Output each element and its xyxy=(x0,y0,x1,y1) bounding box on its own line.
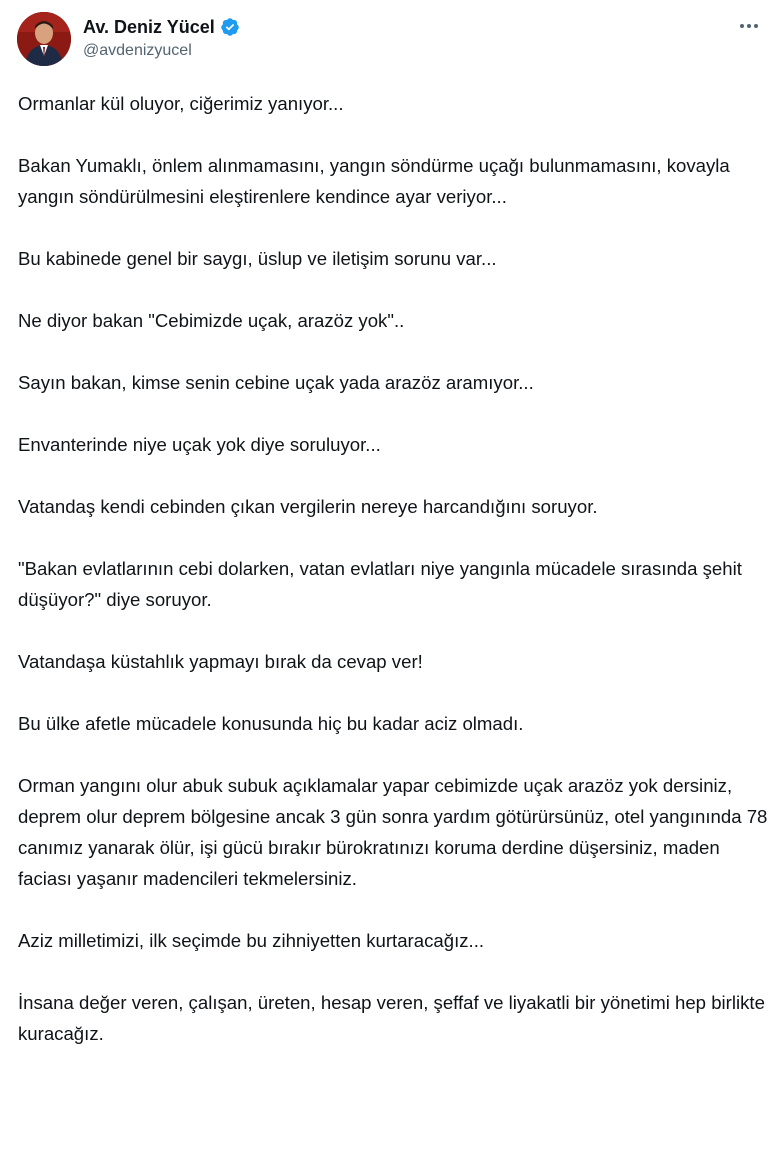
tweet-paragraph: Orman yangını olur abuk subuk açıklamalar yapar cebimizde uçak arazöz yok dersiniz, deprem olur deprem bölgesine ancak 3 gün sonra yardım götürürsünüz, otel yangınında 78 canımız yanarak ölür, işi gücü bırakır bürokratınızı koruma derdine düşersiniz, maden faciası yaşanır madencileri tekmelersiniz. xyxy=(18,775,768,889)
tweet-paragraph: Aziz milletimizi, ilk seçimde bu zihniyetten kurtaracağız... xyxy=(18,930,485,951)
tweet-paragraph: Sayın bakan, kimse senin cebine uçak yada arazöz aramıyor... xyxy=(18,372,534,393)
tweet-paragraph: Ne diyor bakan "Cebimizde uçak, arazöz yok".. xyxy=(18,310,405,331)
tweet-text xyxy=(18,88,770,1049)
tweet-paragraph: Bu kabinede genel bir saygı, üslup ve iletişim sorunu var... xyxy=(18,248,497,269)
tweet-paragraph: Vatandaşa küstahlık yapmayı bırak da cevap ver! xyxy=(18,651,423,672)
tweet-paragraph: Vatandaş kendi cebinden çıkan vergilerin nereye harcandığını soruyor. xyxy=(18,496,598,517)
author-handle[interactable]: @avdenizyucel xyxy=(83,42,192,59)
tweet-header xyxy=(17,12,762,70)
author-block xyxy=(83,15,240,60)
tweet-paragraph: İnsana değer veren, çalışan, üreten, hesap veren, şeffaf ve liyakatli bir yönetimi hep birlikte kuracağız. xyxy=(18,992,765,1044)
tweet-paragraph: Bakan Yumaklı, önlem alınmamasını, yangın söndürme uçağı bulunmamasını, kovayla yangın söndürülmesini eleştirenlere kendince ayar veriyor... xyxy=(18,155,730,207)
author-display-name[interactable]: Av. Deniz Yücel xyxy=(83,16,215,37)
verified-badge-icon xyxy=(220,17,240,37)
tweet-paragraph: Bu ülke afetle mücadele konusunda hiç bu kadar aciz olmadı. xyxy=(18,713,524,734)
tweet-paragraph: Ormanlar kül oluyor, ciğerimiz yanıyor... xyxy=(18,93,344,114)
tweet-paragraph: Envanterinde niye uçak yok diye soruluyor... xyxy=(18,434,381,455)
avatar[interactable] xyxy=(17,12,71,66)
tweet-paragraph: "Bakan evlatlarının cebi dolarken, vatan evlatları niye yangınla mücadele sırasında şehit düşüyor?" diye soruyor. xyxy=(18,558,742,610)
more-horizontal-icon[interactable] xyxy=(736,14,762,38)
